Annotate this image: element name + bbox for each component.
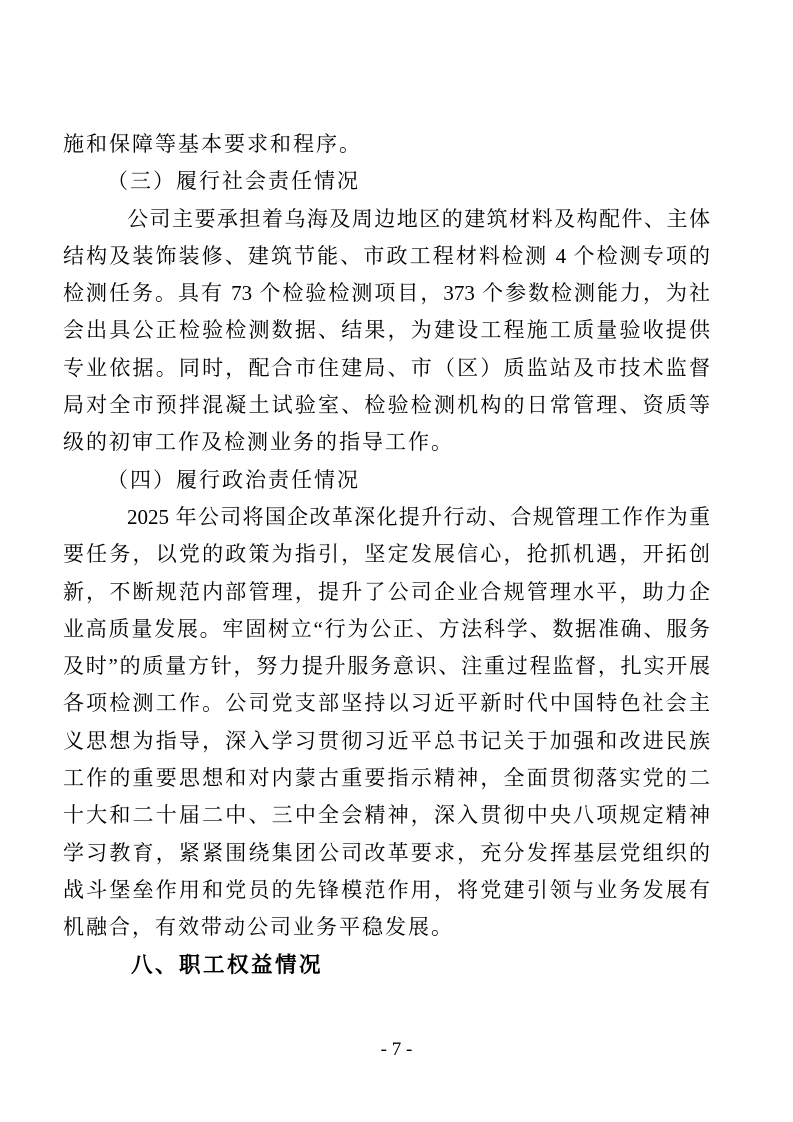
paragraph-line: 局对全市预拌混凝土试验室、检验检测机构的日常管理、资质等 [63,393,710,418]
paragraph-line: 各项检测工作。公司党支部坚持以习近平新时代中国特色社会主 [63,691,710,716]
subsection-heading: （四）履行政治责任情况 [107,467,360,492]
paragraph-line: 及时”的质量方针，努力提升服务意识、注重过程监督，扎实开展 [63,654,710,679]
paragraph-line: 学习教育，紧紧围绕集团公司改革要求，充分发挥基层党组织的 [63,840,710,865]
subsection-heading: （三）履行社会责任情况 [107,169,360,194]
section-heading: 八、职工权益情况 [131,952,324,977]
document-body [63,126,710,984]
paragraph-line: 要任务，以党的政策为指引，坚定发展信心，抢抓机遇，开拓创 [63,542,710,567]
paragraph-line: 战斗堡垒作用和党员的先锋模范作用，将党建引领与业务发展有 [63,877,710,902]
paragraph-line: 施和保障等基本要求和程序。 [63,132,362,156]
paragraph-line: 2025 年公司将国企改革深化提升行动、合规管理工作作为重 [127,504,710,529]
paragraph-line: 专业依据。同时，配合市住建局、市（区）质监站及市技术监督 [63,355,710,380]
paragraph-line: 十大和二十届二中、三中全会精神，深入贯彻中央八项规定精神 [63,803,710,828]
paragraph-line: 机融合，有效带动公司业务平稳发展。 [63,915,454,940]
paragraph-line: 会出具公正检验检测数据、结果，为建设工程施工质量验收提供 [63,318,710,343]
paragraph-line: 新，不断规范内部管理，提升了公司企业合规管理水平，助力企 [63,579,710,604]
page-footer [0,1038,793,1062]
paragraph-line: 级的初审工作及检测业务的指导工作。 [63,430,454,455]
paragraph-line: 检测任务。具有 73 个检验检测项目，373 个参数检测能力，为社 [63,281,710,306]
paragraph-line: 义思想为指导，深入学习贯彻习近平总书记关于加强和改进民族 [63,728,710,753]
page-number: - 7 - [380,1039,413,1060]
paragraph-line: 工作的重要思想和对内蒙古重要指示精神，全面贯彻落实党的二 [63,766,710,791]
paragraph-line: 公司主要承担着乌海及周边地区的建筑材料及构配件、主体 [127,206,710,231]
paragraph-line: 业高质量发展。牢固树立“行为公正、方法科学、数据准确、服务 [63,616,710,641]
paragraph-line: 结构及装饰装修、建筑节能、市政工程材料检测 4 个检测专项的 [63,243,710,268]
